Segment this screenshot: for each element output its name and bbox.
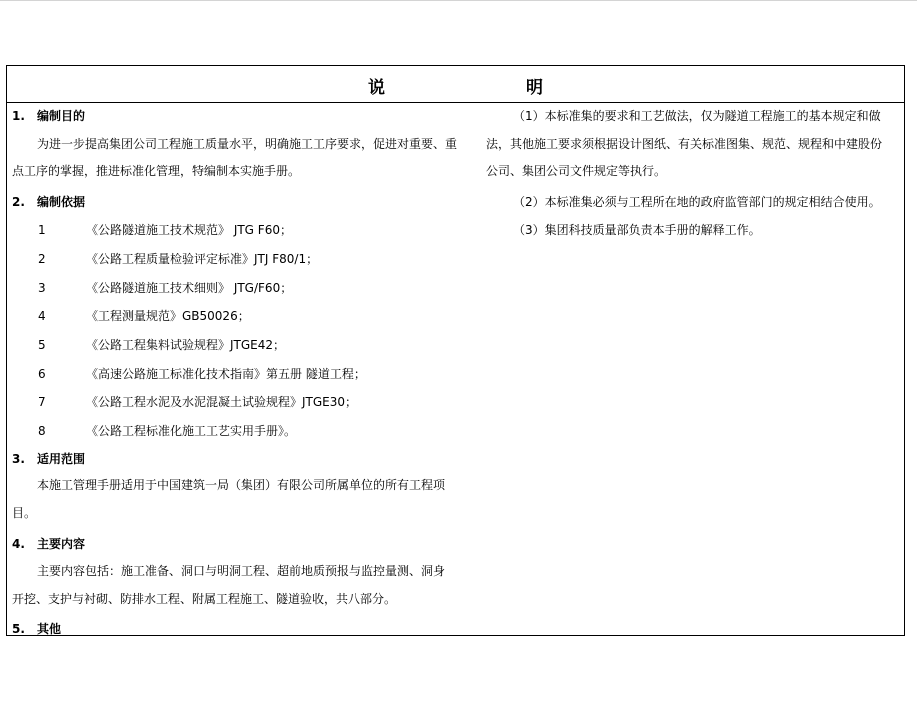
section-4-heading: 主要内容 xyxy=(37,537,86,551)
right-line-1: （1）本标准集的要求和工艺做法，仅为隧道工程施工的基本规定和做 xyxy=(513,109,881,123)
section-5-heading: 其他 xyxy=(37,622,62,636)
ref-1-number: 1 xyxy=(38,223,46,237)
section-3-heading: 适用范围 xyxy=(37,452,86,466)
ref-7-text: 《公路工程水泥及水泥混凝土试验规程》JTGE30； xyxy=(86,395,358,409)
right-line-3: 公司、集团公司文件规定等执行。 xyxy=(486,164,667,178)
section-5-number: 5. xyxy=(12,622,25,636)
section-3-line-1: 本施工管理手册适用于中国建筑一局（集团）有限公司所属单位的所有工程项 xyxy=(37,478,446,492)
ref-3-number: 3 xyxy=(38,281,46,295)
title-row xyxy=(7,66,904,103)
page-title: 说 明 xyxy=(368,78,605,98)
section-1-line-1: 为进一步提高集团公司工程施工质量水平，明确施工工序要求，促进对重要、重 xyxy=(37,137,458,151)
document-frame xyxy=(6,65,905,636)
ref-4-text: 《工程测量规范》GB50026； xyxy=(86,309,250,323)
section-1-line-2: 点工序的掌握，推进标准化管理，特编制本实施手册。 xyxy=(12,164,301,178)
section-1-number: 1. xyxy=(12,109,25,123)
ref-1-text: 《公路隧道施工技术规范》 JTG F60； xyxy=(86,223,292,237)
ref-2-text: 《公路工程质量检验评定标准》JTJ F80/1； xyxy=(86,252,319,266)
ref-2-number: 2 xyxy=(38,252,46,266)
ref-5-text: 《公路工程集料试验规程》JTGE42； xyxy=(86,338,286,352)
section-3-number: 3. xyxy=(12,452,25,466)
ref-6-number: 6 xyxy=(38,367,46,381)
section-2-heading: 编制依据 xyxy=(37,195,86,209)
ref-5-number: 5 xyxy=(38,338,46,352)
section-1-heading: 编制目的 xyxy=(37,109,86,123)
section-4-line-1: 主要内容包括：施工准备、洞口与明洞工程、超前地质预报与监控量测、洞身 xyxy=(37,564,446,578)
ref-3-text: 《公路隧道施工技术细则》 JTG/F60； xyxy=(86,281,293,295)
ref-6-text: 《高速公路施工标准化技术指南》第五册 隧道工程； xyxy=(86,367,366,381)
right-line-5: （3）集团科技质量部负责本手册的解释工作。 xyxy=(513,223,761,237)
right-line-4: （2）本标准集必须与工程所在地的政府监管部门的规定相结合使用。 xyxy=(513,195,881,209)
ref-7-number: 7 xyxy=(38,395,46,409)
top-rule xyxy=(0,0,917,1)
section-2-number: 2. xyxy=(12,195,25,209)
ref-4-number: 4 xyxy=(38,309,46,323)
right-line-2: 法，其他施工要求须根据设计图纸、有关标准图集、规范、规程和中建股份 xyxy=(486,137,883,151)
ref-8-text: 《公路工程标准化施工工艺实用手册》。 xyxy=(86,424,297,438)
ref-8-number: 8 xyxy=(38,424,46,438)
section-4-line-2: 开挖、支护与衬砌、防排水工程、附属工程施工、隧道验收，共八部分。 xyxy=(12,592,397,606)
section-3-line-2: 目。 xyxy=(12,506,37,520)
section-4-number: 4. xyxy=(12,537,25,551)
